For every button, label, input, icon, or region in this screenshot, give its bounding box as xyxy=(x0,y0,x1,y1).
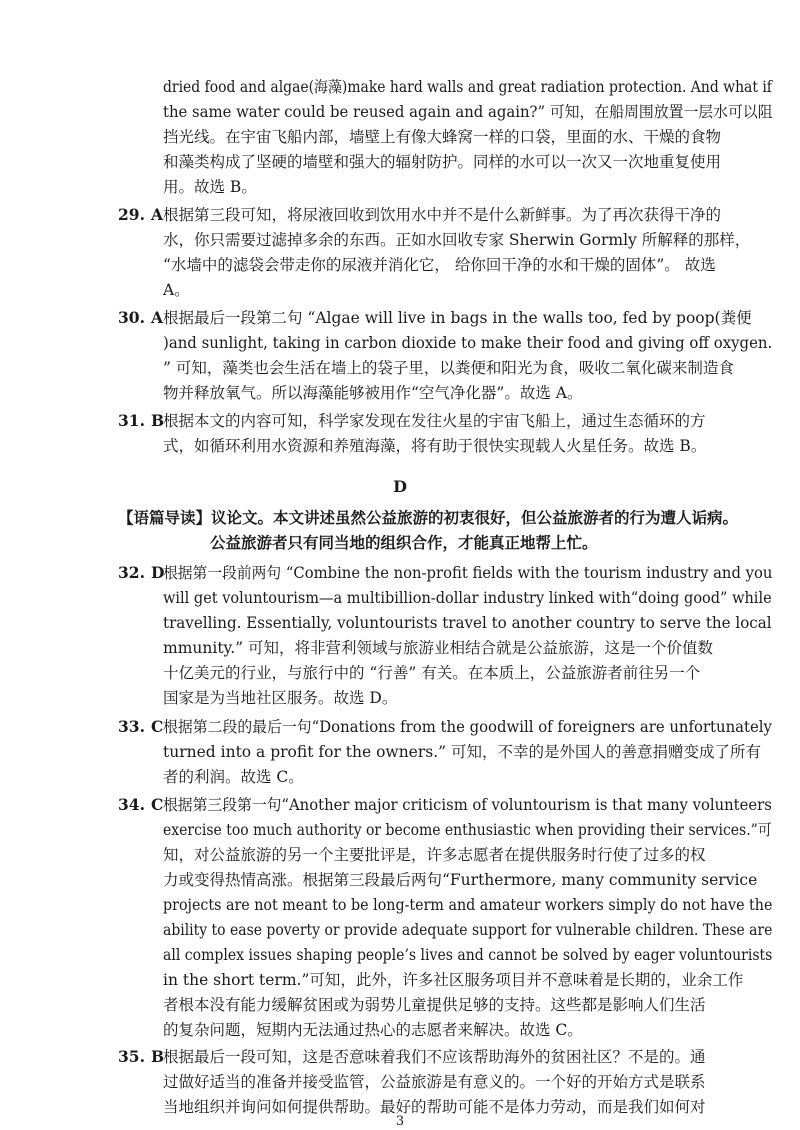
text-line: 根据第三段可知，将尿液回收到饮用水中并不是什么新鲜事。为了再次获得干净的 xyxy=(163,206,722,224)
text-line: the same water could be reused again and again?” 可知，在船周围放置一层水可以阻 xyxy=(163,103,773,121)
question-number: 29. xyxy=(118,205,145,224)
question-number: 30. xyxy=(118,308,145,327)
text-line: 挡光线。在宇宙飞船内部，墙壁上有像大蜂窝一样的口袋，里面的水、干燥的食物 xyxy=(163,128,722,146)
answer-letter: C xyxy=(150,795,164,814)
question-31-label xyxy=(118,410,164,432)
passage-intro: 公益旅游者只有同当地的组织合作，才能真正地帮上忙。 xyxy=(210,533,598,552)
text-line: 十亿美元的行业，与旅行中的 “行善” 有关。在本质上，公益旅游者前往另一个 xyxy=(163,664,701,682)
question-number: 32. xyxy=(118,563,145,582)
text-line: 根据第二段的最后一句“Donations from the goodwill of foreigners are unfortunately xyxy=(163,718,772,736)
text-line: A。 xyxy=(163,281,190,299)
text-line: travelling. Essentially, voluntourists travel to another country to serve the local xyxy=(163,614,772,632)
answer-letter: D xyxy=(150,563,165,582)
answer-letter: A xyxy=(150,205,163,224)
text-line: 水，你只需要过滤掉多余的东西。正如水回收专家 Sherwin Gormly 所解释的那样， xyxy=(163,231,751,249)
text-line: will get voluntourism—a multibillion-dollar industry linked with“doing good” while xyxy=(163,589,772,607)
text-line: exercise too much authority or become enthusiastic when providing their services.”可 xyxy=(163,821,772,839)
text-line: 过做好适当的准备并接受监管，公益旅游是有意义的。一个好的开始方式是联系 xyxy=(163,1073,706,1091)
text-line: 式，如循环利用水资源和养殖海藻，将有助于很快实现载人火星任务。故选 B。 xyxy=(163,437,707,455)
question-number: 33. xyxy=(118,717,145,736)
question-number: 31. xyxy=(118,411,145,430)
page-number: 3 xyxy=(395,1114,405,1129)
text-line: 和藻类构成了坚硬的墙壁和强大的辐射防护。同样的水可以一次又一次地重复使用 xyxy=(163,153,722,171)
answer-letter: B xyxy=(150,1047,165,1066)
text-line: 用。故选 B。 xyxy=(163,178,257,196)
text-line: all complex issues shaping people’s lives and cannot be solved by eager voluntourists xyxy=(163,946,773,964)
text-line: 根据本文的内容可知，科学家发现在发往火星的宇宙飞船上，通过生态循环的方 xyxy=(163,412,706,430)
text-line: dried food and algae(海藻)make hard walls and great radiation protection. And what if xyxy=(163,78,772,96)
text-line: ” 可知，藻类也会生活在墙上的袋子里，以粪便和阳光为食，吸收二氧化碳来制造食 xyxy=(163,359,734,377)
text-line: “水墙中的滤袋会带走你的尿液并消化它， 给你回干净的水和干燥的固体”。 故选 xyxy=(163,256,716,274)
question-number: 34. xyxy=(118,795,145,814)
question-number: 35. xyxy=(118,1047,145,1066)
text-line: 力或变得热情高涨。根据第三段最后两句“Furthermore, many community service xyxy=(163,871,758,889)
question-34-label xyxy=(118,794,163,816)
passage-intro: 【语篇导读】议论文。本文讲述虽然公益旅游的初衷很好，但公益旅游者的行为遭人诟病。 xyxy=(118,508,739,527)
answer-letter: A xyxy=(150,308,163,327)
text-line: 的复杂问题，短期内无法通过热心的志愿者来解决。故选 C。 xyxy=(163,1021,583,1039)
text-line: 根据最后一段第二句 “Algae will live in bags in the walls too, fed by poop(粪便 xyxy=(163,309,752,327)
text-line: 根据第三段第一句“Another major criticism of voluntourism is that many volunteers xyxy=(163,796,772,814)
text-line: 国家是为当地社区服务。故选 D。 xyxy=(163,689,398,707)
text-line: turned into a profit for the owners.” 可知，不幸的是外国人的善意捐赠变成了所有 xyxy=(163,743,761,761)
text-line: 者根本没有能力缓解贫困或为弱势儿童提供足够的支持。这些都是影响人们生活 xyxy=(163,996,706,1014)
answer-letter: C xyxy=(150,717,164,736)
text-line: projects are not meant to be long-term and amateur workers simply do not have the xyxy=(163,896,773,914)
question-35-label xyxy=(118,1046,164,1068)
text-line: 者的利润。故选 C。 xyxy=(163,768,304,786)
text-line: 根据最后一段可知，这是否意味着我们不应该帮助海外的贫困社区？不是的。通 xyxy=(163,1048,706,1066)
text-line: in the short term.”可知，此外，许多社区服务项目并不意味着是长期的，业余工作 xyxy=(163,971,744,989)
text-line: mmunity.” 可知，将非营利领域与旅游业相结合就是公益旅游，这是一个价值数 xyxy=(163,639,714,657)
text-line: ability to ease poverty or provide adequate support for vulnerable children. These are xyxy=(163,921,773,939)
text-line: 当地组织并询问如何提供帮助。最好的帮助可能不是体力劳动，而是我们如何对 xyxy=(163,1098,706,1116)
question-32-label xyxy=(118,562,164,584)
section-heading: D xyxy=(393,477,407,496)
question-29-label xyxy=(118,204,163,226)
text-line: 物并释放氧气。所以海藻能够被用作“空气净化器”。故选 A。 xyxy=(163,384,583,402)
question-30-label xyxy=(118,307,163,329)
question-33-label xyxy=(118,716,163,738)
text-line: 知，对公益旅游的另一个主要批评是，许多志愿者在提供服务时行使了过多的权 xyxy=(163,846,706,864)
text-line: 根据第一段前两句 “Combine the non-profit fields with the tourism industry and you xyxy=(163,564,773,582)
answer-letter: B xyxy=(150,411,165,430)
text-line: )and sunlight, taking in carbon dioxide to make their food and giving off oxygen. xyxy=(163,334,773,352)
